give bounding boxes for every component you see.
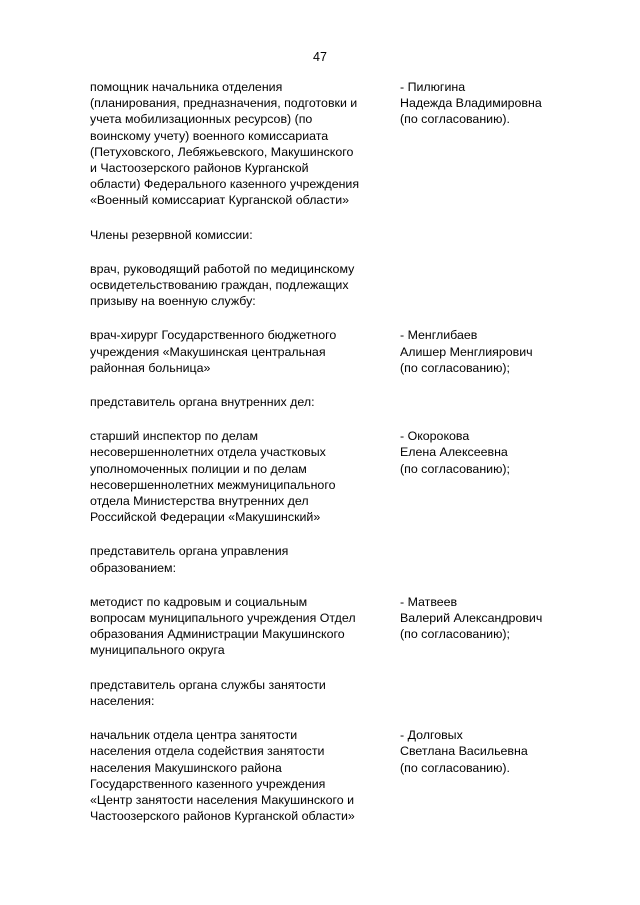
- page-number: 47: [313, 50, 327, 64]
- section-heading: Члены резервной комиссии:: [90, 227, 253, 242]
- role-heading: представитель органа службы занятости населения:: [90, 677, 326, 708]
- position-description: врач-хирург Государственного бюджетного учреждения «Макушинская центральная районная больница»: [90, 328, 337, 375]
- commission-entry: [90, 428, 580, 525]
- role-heading: врач, руководящий работой по медицинскому освидетельствованию граждан, подлежащих призыву на военную службу:: [90, 261, 355, 309]
- position-description: помощник начальника отделения (планирования, предназначения, подготовки и учета мобилизационных ресурсов) (по воинскому учету) военного комиссариата (Петуховского, Лебяжьевского, Макушинского и Частоозерского районов Курганской области) Федерального казенного учреждения «Военный комиссариат Курганской области»: [90, 80, 360, 208]
- position-description: старший инспектор по делам несовершеннолетних отдела участковых уполномоченных полиции и по делам несовершеннолетних межмуниципального отдела Министерства внутренних дел Российской Федерации «Макушинский»: [90, 429, 336, 525]
- member-name: - Менглибаев Алишер Менглиярович (по согласованию);: [400, 328, 533, 375]
- commission-entry: [90, 327, 580, 376]
- member-name: - Матвеев Валерий Александрович (по согласованию);: [400, 594, 543, 642]
- member-name: - Окорокова Елена Алексеевна (по согласованию);: [400, 429, 510, 476]
- member-name: - Пилюгина Надежда Владимировна (по согласованию).: [400, 80, 542, 127]
- role-heading: представитель органа внутренних дел:: [90, 395, 315, 410]
- position-description: методист по кадровым и социальным вопросам муниципального учреждения Отдел образования Администрации Макушинского муниципального округа: [90, 594, 356, 658]
- role-heading: представитель органа управления образованием:: [90, 544, 289, 575]
- position-description: начальник отдела центра занятости населения отдела содействия занятости населения Макушинского района Государственного казенного учреждения «Центр занятости населения Макушинского и Частоозерского районов Курганской области»: [90, 728, 355, 824]
- commission-entry: [90, 727, 580, 824]
- commission-entry: [90, 594, 580, 659]
- document-body: [90, 79, 580, 824]
- commission-entry: [90, 79, 580, 209]
- member-name: - Долговых Светлана Васильевна (по согласованию).: [400, 728, 528, 775]
